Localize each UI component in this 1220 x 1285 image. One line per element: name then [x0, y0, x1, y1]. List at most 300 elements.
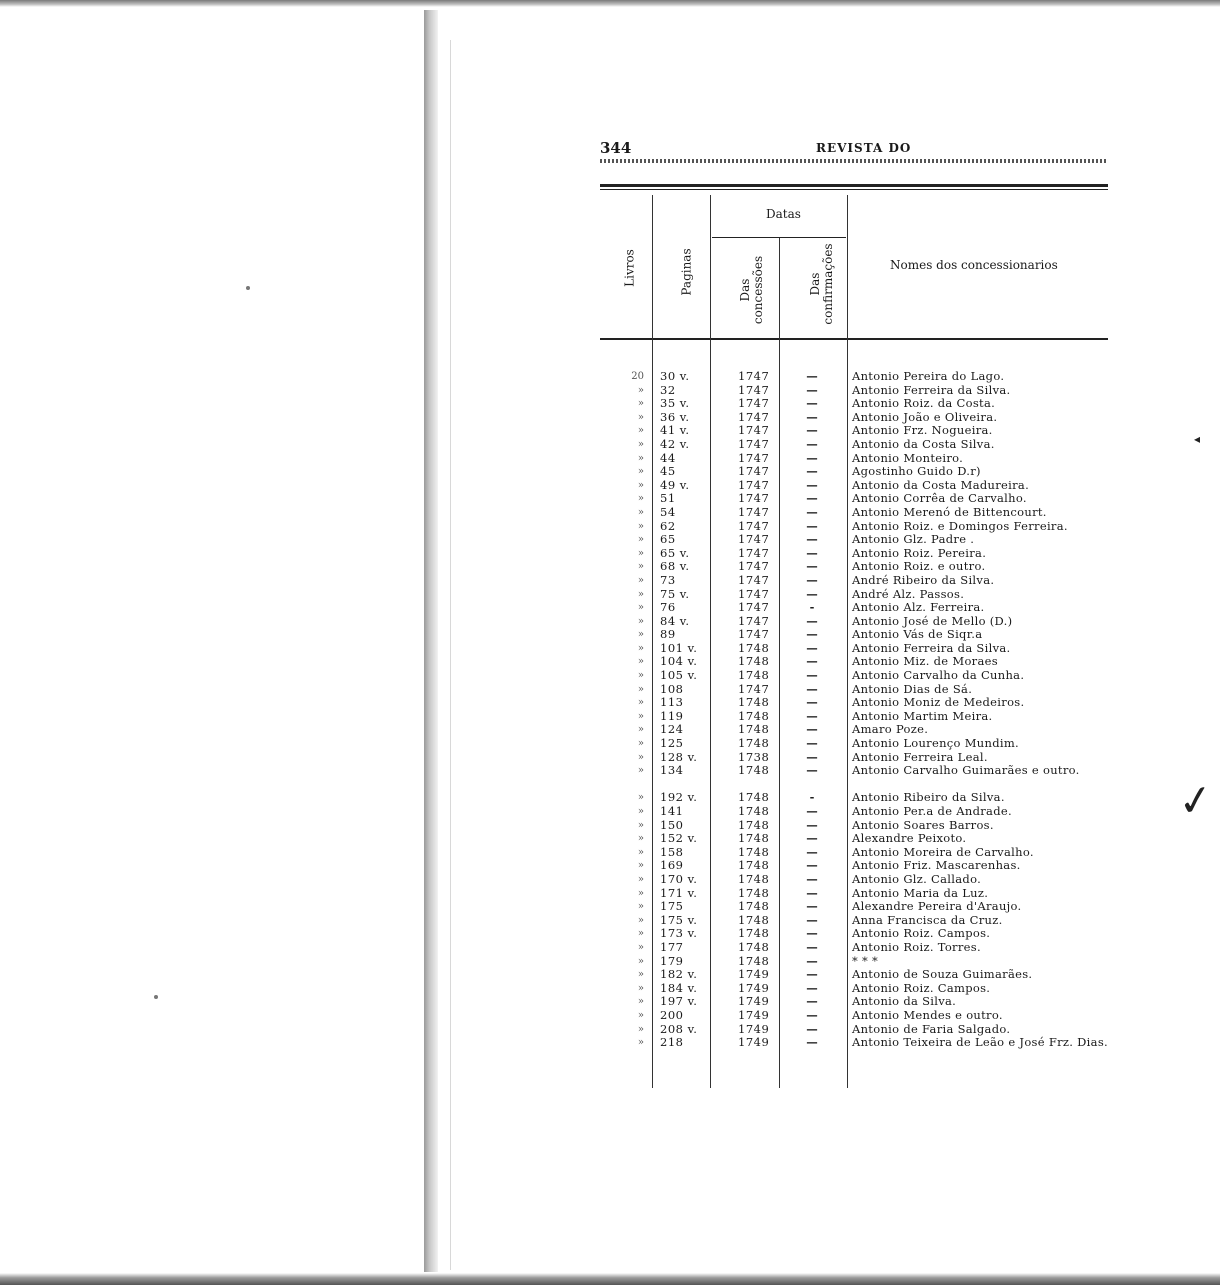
cell-livro: »: [637, 425, 644, 437]
cell-livro: »: [637, 1037, 644, 1049]
cell-livro: »: [637, 466, 644, 478]
cell-livro: »: [637, 642, 644, 654]
cell-pagina: 76: [660, 600, 676, 615]
cell-livro: »: [637, 534, 644, 546]
cell-concessao: 1748: [738, 871, 770, 886]
cell-pagina: 179: [660, 953, 684, 968]
table-row: [600, 438, 1110, 452]
cell-confirmacao: —: [806, 831, 818, 846]
cell-livro: »: [637, 697, 644, 709]
cell-confirmacao: —: [806, 450, 818, 465]
cell-pagina: 134: [660, 763, 684, 778]
cell-concessao: 1748: [738, 939, 770, 954]
cell-nome: Antonio Roiz. e Domingos Ferreira.: [852, 518, 1068, 533]
table-row: [600, 764, 1110, 791]
cell-livro: »: [637, 1023, 644, 1035]
cell-pagina: 73: [660, 572, 676, 587]
table-row: [600, 819, 1110, 833]
cell-pagina: 169: [660, 858, 684, 873]
cell-nome: Antonio de Souza Guimarães.: [852, 967, 1033, 982]
cell-livro: »: [637, 887, 644, 899]
cell-concessao: 1748: [738, 885, 770, 900]
header-rule: [600, 159, 1108, 163]
col-header-datas: Datas: [766, 207, 801, 221]
cell-concessao: 1747: [738, 423, 770, 438]
table-row: [600, 1036, 1110, 1063]
cell-concessao: 1748: [738, 654, 770, 669]
cell-nome: Antonio Merenó de Bittencourt.: [852, 504, 1047, 519]
table-row: [600, 520, 1110, 534]
cell-confirmacao: —: [806, 627, 818, 642]
cell-livro: »: [637, 819, 644, 831]
table-row: [600, 615, 1110, 629]
cell-pagina: 41 v.: [660, 423, 690, 438]
cell-confirmacao: —: [806, 736, 818, 751]
table-row: [600, 411, 1110, 425]
cell-nome: Alexandre Peixoto.: [852, 831, 967, 846]
cell-nome: Antonio Vás de Siqr.a: [852, 627, 983, 642]
table-row: [600, 560, 1110, 574]
table-row: [600, 1023, 1110, 1037]
cell-confirmacao: —: [806, 939, 818, 954]
cell-nome: Antonio Moniz de Medeiros.: [852, 695, 1025, 710]
table-row: [600, 846, 1110, 860]
cell-livro: »: [637, 479, 644, 491]
cell-pagina: 30 v.: [660, 369, 690, 383]
cell-pagina: 113: [660, 695, 684, 710]
table-row: [600, 1009, 1110, 1023]
cell-concessao: 1747: [738, 450, 770, 465]
cell-pagina: 177: [660, 939, 684, 954]
table-body: [600, 370, 1110, 1063]
cell-confirmacao: —: [806, 532, 818, 547]
cell-nome: Antonio Carvalho da Cunha.: [852, 668, 1025, 683]
cell-pagina: 200: [660, 1007, 684, 1022]
table-row: [600, 927, 1110, 941]
cell-concessao: 1748: [738, 790, 770, 805]
cell-nome: Antonio Roiz. e outro.: [852, 559, 986, 574]
cell-concessao: 1747: [738, 396, 770, 411]
scan-top-edge: [0, 0, 1220, 7]
cell-nome: Antonio Martim Meira.: [852, 708, 993, 723]
cell-concessao: 1748: [738, 926, 770, 941]
table-row: [600, 370, 1110, 384]
col-header-paginas: Paginas: [679, 248, 694, 296]
cell-nome: Antonio Roiz. Pereira.: [852, 545, 987, 560]
cell-pagina: 175: [660, 899, 684, 914]
cell-nome: Antonio Glz. Padre .: [852, 532, 975, 547]
cell-confirmacao: —: [806, 1035, 818, 1050]
scan-speck: [246, 286, 250, 290]
table-row: [600, 384, 1110, 398]
cell-concessao: 1748: [738, 844, 770, 859]
cell-confirmacao: —: [806, 695, 818, 710]
cell-pagina: 44: [660, 450, 676, 465]
cell-nome: Antonio da Costa Silva.: [852, 436, 995, 451]
scan-bottom-edge: [0, 1273, 1220, 1285]
cell-livro: »: [637, 738, 644, 750]
cell-pagina: 51: [660, 491, 676, 506]
cell-livro: »: [637, 751, 644, 763]
cell-nome: Antonio da Silva.: [852, 994, 957, 1009]
cell-concessao: 1747: [738, 369, 770, 383]
cell-livro: »: [637, 506, 644, 518]
running-head: REVISTA DO: [816, 141, 912, 155]
cell-confirmacao: —: [806, 436, 818, 451]
cell-livro: »: [637, 1009, 644, 1021]
cell-pagina: 49 v.: [660, 477, 690, 492]
cell-nome: Antonio Moreira de Carvalho.: [852, 844, 1034, 859]
cell-concessao: 1748: [738, 831, 770, 846]
cell-livro: »: [637, 438, 644, 450]
cell-concessao: 1748: [738, 817, 770, 832]
table-row: [600, 588, 1110, 602]
page-header: [600, 139, 1108, 159]
cell-concessao: 1748: [738, 953, 770, 968]
cell-nome: Antonio Glz. Callado.: [852, 871, 982, 886]
cell-nome: Antonio Teixeira de Leão e José Frz. Dias.: [852, 1035, 1108, 1050]
table-row: [600, 642, 1110, 656]
cell-confirmacao: —: [806, 586, 818, 601]
cell-nome: Antonio João e Oliveira.: [852, 409, 998, 424]
cell-confirmacao: —: [806, 817, 818, 832]
cell-confirmacao: —: [806, 1021, 818, 1036]
cell-concessao: 1749: [738, 1007, 770, 1022]
cell-livro: »: [637, 860, 644, 872]
cell-confirmacao: —: [806, 708, 818, 723]
cell-confirmacao: —: [806, 572, 818, 587]
cell-pagina: 119: [660, 708, 684, 723]
table-row: [600, 751, 1110, 765]
cell-concessao: 1747: [738, 600, 770, 615]
cell-pagina: 184 v.: [660, 980, 698, 995]
cell-concessao: 1749: [738, 1021, 770, 1036]
table-top-rule-thin: [600, 189, 1108, 190]
cell-livro: »: [637, 398, 644, 410]
cell-confirmacao: —: [806, 504, 818, 519]
table-row: [600, 832, 1110, 846]
cell-nome: Antonio Ferreira da Silva.: [852, 640, 1011, 655]
cell-nome: Antonio Maria da Luz.: [852, 885, 989, 900]
cell-nome: Antonio Lourenço Mundim.: [852, 736, 1020, 751]
cell-concessao: 1748: [738, 899, 770, 914]
cell-confirmacao: —: [806, 545, 818, 560]
cell-confirmacao: —: [806, 464, 818, 479]
cell-confirmacao: —: [806, 885, 818, 900]
cell-pagina: 124: [660, 722, 684, 737]
cell-pagina: 125: [660, 736, 684, 751]
col-header-concessoes: Das concessões: [738, 255, 765, 325]
cell-concessao: 1747: [738, 545, 770, 560]
cell-livro: »: [637, 996, 644, 1008]
table-row: [600, 791, 1110, 805]
cell-pagina: 42 v.: [660, 436, 690, 451]
cell-livro: »: [637, 561, 644, 573]
cell-concessao: 1748: [738, 736, 770, 751]
cell-livro: »: [637, 493, 644, 505]
cell-nome: * * *: [852, 953, 879, 968]
cell-confirmacao: -: [809, 790, 815, 805]
cell-pagina: 101 v.: [660, 640, 698, 655]
cell-nome: André Ribeiro da Silva.: [852, 572, 995, 587]
cell-concessao: 1738: [738, 749, 770, 764]
cell-confirmacao: —: [806, 668, 818, 683]
cell-livro: »: [637, 411, 644, 423]
cell-nome: Antonio Mendes e outro.: [852, 1007, 1003, 1022]
cell-pagina: 182 v.: [660, 967, 698, 982]
cell-pagina: 36 v.: [660, 409, 690, 424]
cell-confirmacao: —: [806, 749, 818, 764]
table-row: [600, 723, 1110, 737]
cell-nome: Antonio Ferreira da Silva.: [852, 382, 1011, 397]
cell-livro: »: [637, 982, 644, 994]
cell-confirmacao: —: [806, 722, 818, 737]
cell-concessao: 1747: [738, 464, 770, 479]
table-row: [600, 628, 1110, 642]
cell-pagina: 68 v.: [660, 559, 690, 574]
cell-nome: Alexandre Pereira d'Araujo.: [852, 899, 1022, 914]
margin-mark: ◂: [1194, 432, 1201, 446]
cell-pagina: 170 v.: [660, 871, 698, 886]
cell-concessao: 1749: [738, 1035, 770, 1050]
cell-concessao: 1747: [738, 436, 770, 451]
table-row: [600, 452, 1110, 466]
cell-livro: »: [637, 873, 644, 885]
table-row: [600, 995, 1110, 1009]
cell-confirmacao: —: [806, 763, 818, 778]
cell-pagina: 65: [660, 532, 676, 547]
table-row: [600, 737, 1110, 751]
table-row: [600, 982, 1110, 996]
scan-speck: [154, 995, 158, 999]
cell-pagina: 141: [660, 804, 684, 818]
cell-nome: Antonio Roiz. Torres.: [852, 939, 981, 954]
cell-nome: Antonio Roiz. Campos.: [852, 980, 991, 995]
page-number: 344: [600, 139, 632, 157]
cell-concessao: 1748: [738, 804, 770, 818]
table-row: [600, 696, 1110, 710]
cell-pagina: 150: [660, 817, 684, 832]
header-bottom-rule: [600, 338, 1108, 340]
cell-livro: »: [637, 792, 644, 804]
cell-livro: »: [637, 724, 644, 736]
cell-confirmacao: —: [806, 967, 818, 982]
cell-confirmacao: —: [806, 899, 818, 914]
cell-concessao: 1748: [738, 722, 770, 737]
cell-nome: Agostinho Guido D.r): [852, 464, 981, 479]
cell-nome: Antonio Miz. de Moraes: [852, 654, 998, 669]
cell-concessao: 1747: [738, 518, 770, 533]
cell-pagina: 128 v.: [660, 749, 698, 764]
cell-concessao: 1747: [738, 559, 770, 574]
cell-nome: Antonio Friz. Mascarenhas.: [852, 858, 1021, 873]
cell-confirmacao: —: [806, 369, 818, 383]
cell-nome: André Alz. Passos.: [852, 586, 965, 601]
cell-pagina: 104 v.: [660, 654, 698, 669]
cell-nome: Amaro Poze.: [852, 722, 929, 737]
cell-nome: Antonio Roiz. Campos.: [852, 926, 991, 941]
cell-concessao: 1748: [738, 640, 770, 655]
table-row: [600, 655, 1110, 669]
table-row: [600, 683, 1110, 697]
cell-concessao: 1747: [738, 613, 770, 628]
cell-concessao: 1749: [738, 980, 770, 995]
cell-nome: Antonio Dias de Sá.: [852, 681, 973, 696]
cell-livro: »: [637, 806, 644, 817]
table-row: [600, 533, 1110, 547]
cell-confirmacao: —: [806, 518, 818, 533]
cell-confirmacao: —: [806, 1007, 818, 1022]
cell-nome: Anna Francisca da Cruz.: [852, 912, 1003, 927]
col-header-nomes: Nomes dos concessionarios: [890, 258, 1058, 272]
cell-concessao: 1748: [738, 763, 770, 778]
table-row: [600, 601, 1110, 615]
table-row: [600, 424, 1110, 438]
table-row: [600, 710, 1110, 724]
cell-nome: Antonio Ribeiro da Silva.: [852, 790, 1005, 805]
cell-concessao: 1747: [738, 681, 770, 696]
cell-nome: Antonio da Costa Madureira.: [852, 477, 1030, 492]
cell-nome: Antonio Ferreira Leal.: [852, 749, 988, 764]
table-row: [600, 669, 1110, 683]
table-row: [600, 887, 1110, 901]
cell-confirmacao: —: [806, 871, 818, 886]
cell-livro: »: [637, 914, 644, 926]
table-row: [600, 873, 1110, 887]
cell-livro: »: [637, 656, 644, 668]
cell-livro: »: [637, 615, 644, 627]
cell-confirmacao: —: [806, 409, 818, 424]
col-header-confirmacoes: Das confirmações: [808, 243, 835, 325]
cell-confirmacao: —: [806, 613, 818, 628]
cell-concessao: 1748: [738, 668, 770, 683]
book-gutter: [424, 10, 438, 1272]
cell-livro: »: [637, 901, 644, 913]
table-row: [600, 492, 1110, 506]
table-row: [600, 547, 1110, 561]
cell-pagina: 208 v.: [660, 1021, 698, 1036]
cell-concessao: 1747: [738, 409, 770, 424]
cell-pagina: 171 v.: [660, 885, 698, 900]
cell-concessao: 1747: [738, 572, 770, 587]
table-row: [600, 506, 1110, 520]
cell-nome: Antonio Roiz. da Costa.: [852, 396, 996, 411]
cell-pagina: 152 v.: [660, 831, 698, 846]
cell-pagina: 54: [660, 504, 676, 519]
cell-livro: 20: [631, 371, 644, 382]
cell-pagina: 65 v.: [660, 545, 690, 560]
cell-livro: »: [637, 588, 644, 600]
cell-pagina: 84 v.: [660, 613, 690, 628]
cell-concessao: 1748: [738, 708, 770, 723]
cell-livro: »: [637, 941, 644, 953]
cell-nome: Antonio Carvalho Guimarães e outro.: [852, 763, 1080, 778]
cell-confirmacao: —: [806, 994, 818, 1009]
cell-pagina: 75 v.: [660, 586, 690, 601]
cell-concessao: 1749: [738, 994, 770, 1009]
cell-confirmacao: —: [806, 491, 818, 506]
cell-confirmacao: —: [806, 559, 818, 574]
cell-livro: »: [637, 629, 644, 641]
cell-livro: »: [637, 520, 644, 532]
table-row: [600, 805, 1110, 819]
table-top-rule: [600, 184, 1108, 187]
cell-livro: »: [637, 710, 644, 722]
cell-pagina: 192 v.: [660, 790, 698, 805]
table-row: [600, 479, 1110, 493]
cell-concessao: 1747: [738, 477, 770, 492]
check-mark-icon: ✓: [1174, 773, 1217, 828]
cell-confirmacao: —: [806, 396, 818, 411]
cell-pagina: 108: [660, 681, 684, 696]
cell-pagina: 175 v.: [660, 912, 698, 927]
cell-nome: Antonio Alz. Ferreira.: [852, 600, 985, 615]
cell-livro: »: [637, 846, 644, 858]
table-row: [600, 574, 1110, 588]
cell-livro: »: [637, 602, 644, 614]
cell-pagina: 218: [660, 1035, 684, 1050]
cell-livro: »: [637, 384, 644, 396]
table-row: [600, 941, 1110, 955]
cell-livro: »: [637, 765, 644, 777]
cell-pagina: 158: [660, 844, 684, 859]
cell-confirmacao: —: [806, 980, 818, 995]
cell-concessao: 1747: [738, 627, 770, 642]
cell-confirmacao: —: [806, 382, 818, 397]
cell-nome: Antonio Per.a de Andrade.: [852, 804, 1012, 818]
cell-livro: »: [637, 670, 644, 682]
cell-nome: Antonio de Faria Salgado.: [852, 1021, 1011, 1036]
cell-confirmacao: —: [806, 912, 818, 927]
table-row: [600, 968, 1110, 982]
cell-confirmacao: —: [806, 681, 818, 696]
cell-pagina: 62: [660, 518, 676, 533]
cell-pagina: 89: [660, 627, 676, 642]
cell-nome: Antonio Corrêa de Carvalho.: [852, 491, 1027, 506]
cell-concessao: 1748: [738, 912, 770, 927]
cell-confirmacao: —: [806, 953, 818, 968]
table-row: [600, 914, 1110, 928]
cell-livro: »: [637, 955, 644, 967]
table-row: [600, 859, 1110, 873]
cell-pagina: 35 v.: [660, 396, 690, 411]
cell-livro: »: [637, 683, 644, 695]
cell-pagina: 45: [660, 464, 676, 479]
cell-concessao: 1747: [738, 382, 770, 397]
cell-confirmacao: —: [806, 640, 818, 655]
cell-confirmacao: —: [806, 477, 818, 492]
cell-confirmacao: —: [806, 926, 818, 941]
table-row: [600, 955, 1110, 969]
cell-confirmacao: —: [806, 858, 818, 873]
cell-nome: Antonio Soares Barros.: [852, 817, 994, 832]
cell-concessao: 1747: [738, 504, 770, 519]
table-row: [600, 465, 1110, 479]
cell-confirmacao: —: [806, 654, 818, 669]
cell-livro: »: [637, 969, 644, 981]
cell-confirmacao: —: [806, 423, 818, 438]
cell-nome: Antonio Monteiro.: [852, 450, 964, 465]
cell-concessao: 1747: [738, 532, 770, 547]
cell-confirmacao: —: [806, 844, 818, 859]
cell-nome: Antonio Frz. Nogueira.: [852, 423, 993, 438]
cell-livro: »: [637, 928, 644, 940]
cell-livro: »: [637, 452, 644, 464]
cell-livro: »: [637, 833, 644, 845]
cell-pagina: 173 v.: [660, 926, 698, 941]
cell-confirmacao: -: [809, 600, 815, 615]
table-row: [600, 900, 1110, 914]
